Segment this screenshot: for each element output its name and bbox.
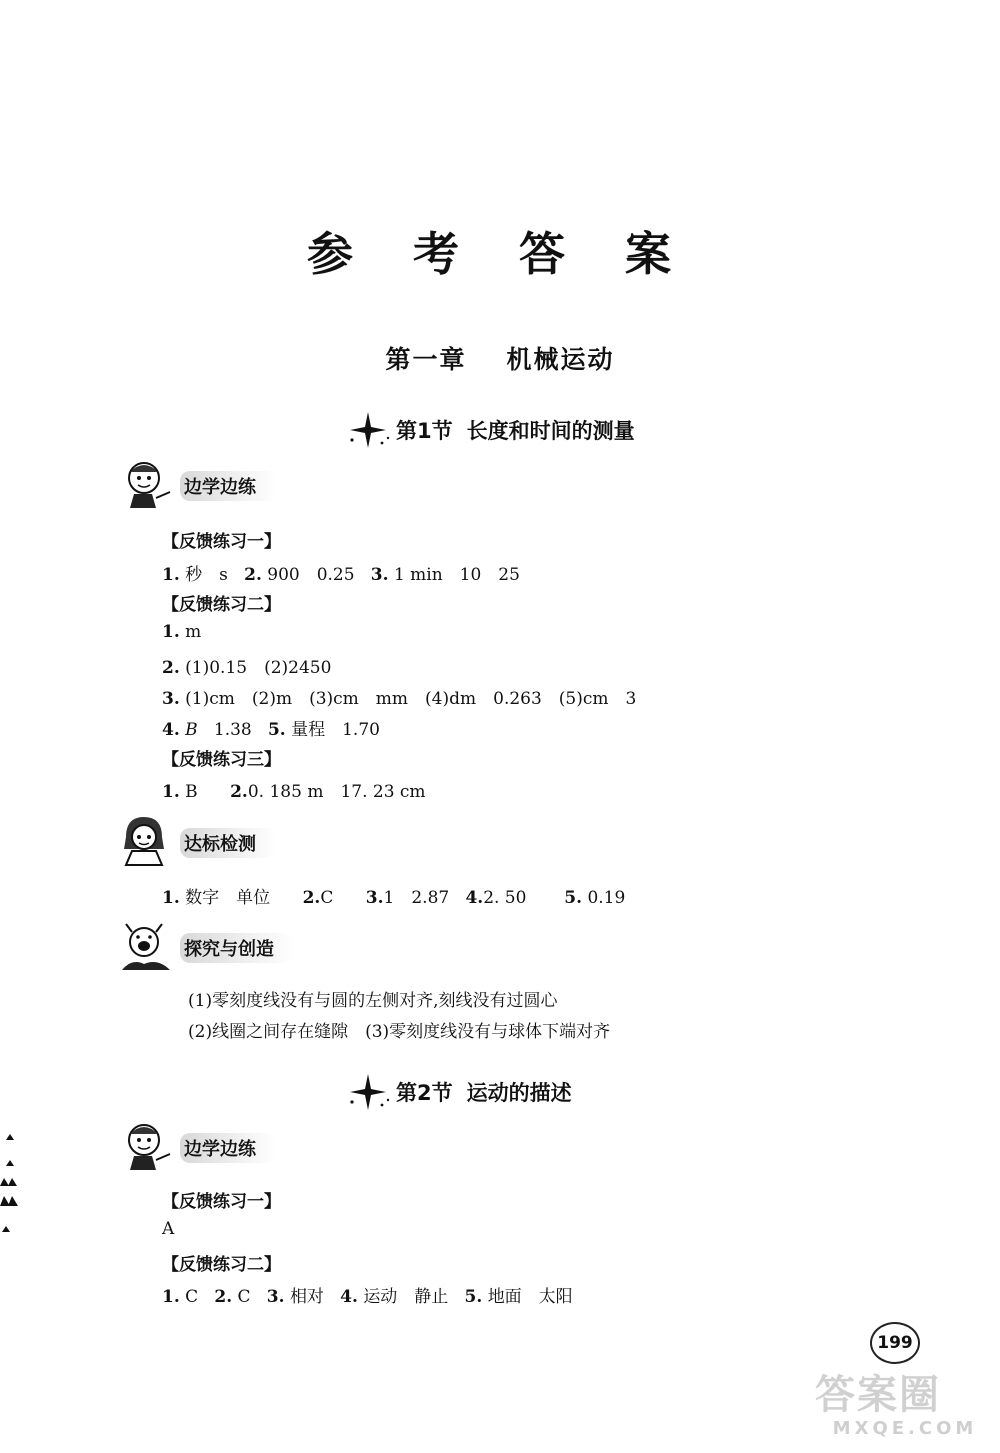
answer-line: (2)线圈之间存在缝隙 (3)零刻度线没有与球体下端对齐 — [188, 1022, 611, 1042]
page-number: 199 — [870, 1322, 920, 1364]
section-heading-2 — [346, 1072, 572, 1112]
sparkle-star-icon — [346, 1072, 394, 1112]
chapter-heading — [0, 340, 1000, 376]
sub-label: 达标检测 — [180, 828, 276, 858]
cartoon-kid-shouting-icon — [118, 920, 178, 976]
cartoon-kid-icon — [118, 458, 178, 514]
answer-line: 3. (1)cm (2)m (3)cm mm (4)dm 0.263 (5)cm 3 — [162, 689, 637, 709]
sub-heading-explore — [118, 920, 294, 976]
answer-line: 1. m — [162, 622, 202, 642]
section-name: 长度和时间的测量 — [466, 419, 635, 443]
feedback-label-2: 【反馈练习二】 — [162, 595, 281, 615]
watermark-logo: 答案圈 MXQE.COM — [815, 1372, 978, 1439]
answer-line: 2. (1)0.15 (2)2450 — [162, 658, 332, 678]
page-title: 参 考 答 案 — [306, 227, 694, 281]
cartoon-girl-icon — [118, 815, 178, 871]
feedback-label-2: 【反馈练习二】 — [162, 1255, 281, 1275]
sparkle-star-icon — [346, 410, 394, 450]
feedback-label-1: 【反馈练习一】 — [162, 1192, 281, 1212]
answer-line: (1)零刻度线没有与圆的左侧对齐,刻线没有过圆心 — [188, 991, 558, 1011]
section-heading-1 — [346, 410, 635, 450]
answer-line: A — [162, 1219, 175, 1239]
answer-line: 1. B 2.0. 185 m 17. 23 cm — [162, 782, 426, 802]
sub-label: 边学边练 — [180, 1133, 276, 1163]
section-name: 运动的描述 — [466, 1081, 572, 1105]
feedback-label-3: 【反馈练习三】 — [162, 750, 281, 770]
sub-label: 边学边练 — [180, 471, 276, 501]
answer-line: 4. B 1.38 5. 量程 1.70 — [162, 720, 380, 740]
chapter-number: 第一章 — [385, 345, 467, 374]
answer-line: 1. 数字 单位 2.C 3.1 2.87 4.2. 50 5. 0.19 — [162, 888, 626, 908]
cartoon-kid-icon — [118, 1120, 178, 1176]
chapter-name: 机械运动 — [506, 345, 615, 374]
edge-triangle-marks — [0, 1130, 18, 1250]
sub-heading-learn — [118, 458, 276, 514]
section-number: 第1节 — [396, 419, 453, 443]
sub-label: 探究与创造 — [180, 933, 294, 963]
feedback-label-1: 【反馈练习一】 — [162, 532, 281, 552]
sub-heading-check — [118, 815, 276, 871]
section-number: 第2节 — [396, 1081, 453, 1105]
sub-heading-learn-2 — [118, 1120, 276, 1176]
answer-line: 1. C 2. C 3. 相对 4. 运动 静止 5. 地面 太阳 — [162, 1287, 573, 1307]
answer-line: 1. 秒 s 2. 900 0.25 3. 1 min 10 25 — [162, 565, 520, 585]
